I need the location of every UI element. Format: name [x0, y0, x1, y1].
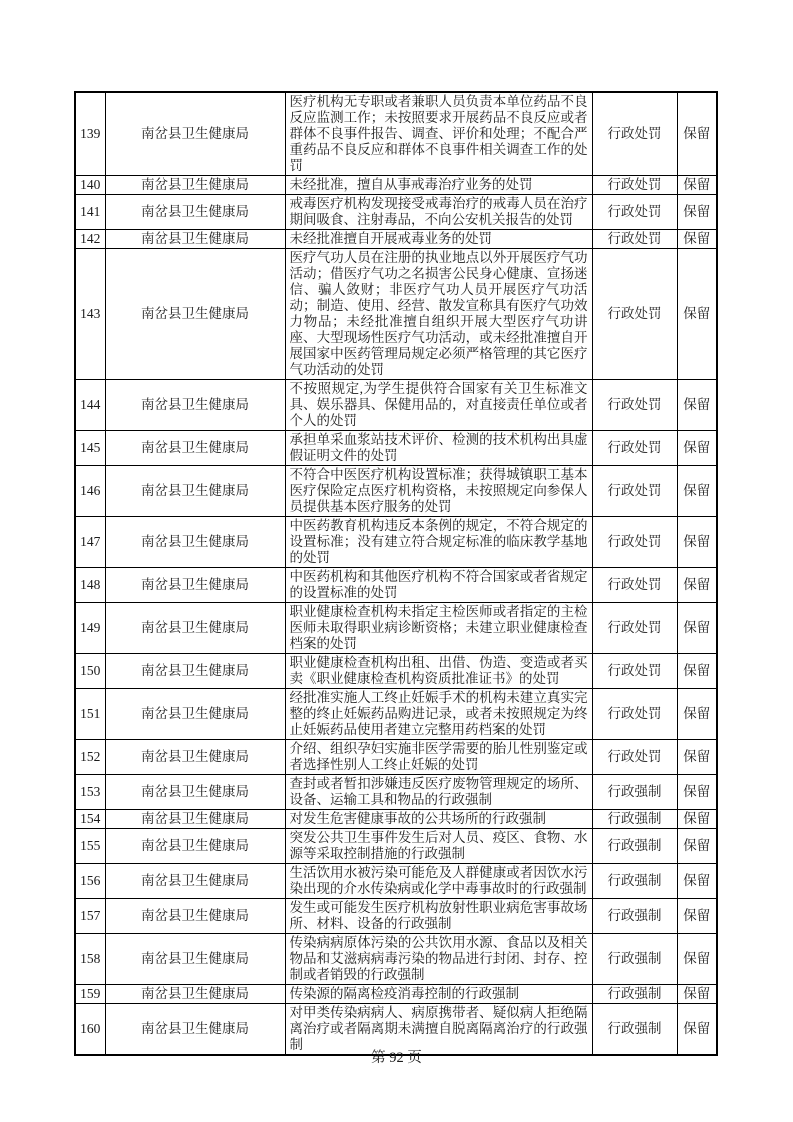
- table-row: [75, 517, 717, 568]
- page-number: 第 92 页: [371, 1050, 422, 1066]
- row-number: 155: [75, 829, 105, 864]
- department-name: 南岔县卫生健康局: [105, 603, 285, 654]
- table-row: [75, 829, 717, 864]
- status-label: 保留: [677, 92, 717, 176]
- table-row: [75, 689, 717, 740]
- table-row: [75, 899, 717, 934]
- row-number: 139: [75, 92, 105, 176]
- department-name: 南岔县卫生健康局: [105, 934, 285, 985]
- status-label: 保留: [677, 195, 717, 230]
- category-label: 行政处罚: [592, 249, 677, 380]
- status-label: 保留: [677, 431, 717, 466]
- status-label: 保留: [677, 568, 717, 603]
- table-row: [75, 380, 717, 431]
- category-label: 行政处罚: [592, 176, 677, 195]
- table-row: [75, 176, 717, 195]
- status-label: 保留: [677, 810, 717, 829]
- row-number: 157: [75, 899, 105, 934]
- department-name: 南岔县卫生健康局: [105, 431, 285, 466]
- row-number: 158: [75, 934, 105, 985]
- status-label: 保留: [677, 654, 717, 689]
- row-number: 153: [75, 775, 105, 810]
- item-description: 职业健康检查机构出租、出借、伪造、变造或者买卖《职业健康检查机构资质批准证书》的处罚: [285, 654, 592, 689]
- row-number: 151: [75, 689, 105, 740]
- department-name: 南岔县卫生健康局: [105, 195, 285, 230]
- item-description: 承担单采血浆站技术评价、检测的技术机构出具虚假证明文件的处罚: [285, 431, 592, 466]
- category-label: 行政处罚: [592, 431, 677, 466]
- item-description: 介绍、组织孕妇实施非医学需要的胎儿性别鉴定或者选择性别人工终止妊娠的处罚: [285, 740, 592, 775]
- table-row: [75, 985, 717, 1004]
- category-label: 行政强制: [592, 1004, 677, 1056]
- status-label: 保留: [677, 380, 717, 431]
- category-label: 行政强制: [592, 864, 677, 899]
- table-row: [75, 568, 717, 603]
- category-label: 行政处罚: [592, 517, 677, 568]
- department-name: 南岔县卫生健康局: [105, 654, 285, 689]
- table-row: [75, 230, 717, 249]
- row-number: 145: [75, 431, 105, 466]
- status-label: 保留: [677, 740, 717, 775]
- department-name: 南岔县卫生健康局: [105, 380, 285, 431]
- powers-list-table: [74, 91, 718, 1056]
- status-label: 保留: [677, 1004, 717, 1056]
- table-row: [75, 810, 717, 829]
- department-name: 南岔县卫生健康局: [105, 810, 285, 829]
- item-description: 不按照规定,为学生提供符合国家有关卫生标准文具、娱乐器具、保健用品的，对直接责任单位或者个人的处罚: [285, 380, 592, 431]
- row-number: 147: [75, 517, 105, 568]
- category-label: 行政处罚: [592, 603, 677, 654]
- category-label: 行政强制: [592, 899, 677, 934]
- item-description: 中医药机构和其他医疗机构不符合国家或者省规定的设置标准的处罚: [285, 568, 592, 603]
- department-name: 南岔县卫生健康局: [105, 985, 285, 1004]
- table-row: [75, 195, 717, 230]
- item-description: 生活饮用水被污染可能危及人群健康或者因饮水污染出现的介水传染病或化学中毒事故时的行政强制: [285, 864, 592, 899]
- status-label: 保留: [677, 899, 717, 934]
- row-number: 152: [75, 740, 105, 775]
- department-name: 南岔县卫生健康局: [105, 230, 285, 249]
- row-number: 142: [75, 230, 105, 249]
- row-number: 159: [75, 985, 105, 1004]
- table-row: [75, 654, 717, 689]
- category-label: 行政处罚: [592, 380, 677, 431]
- row-number: 156: [75, 864, 105, 899]
- table-row: [75, 92, 717, 176]
- row-number: 140: [75, 176, 105, 195]
- item-description: 医疗气功人员在注册的执业地点以外开展医疗气功活动；借医疗气功之名损害公民身心健康、宣扬迷信、骗人敛财；非医疗气功人员开展医疗气功活动；制造、使用、经营、散发宣称具有医疗气功效力物品；未经批准擅自组织开展大型医疗气功讲座、大型现场性医疗气功活动，或未经批准擅自开展国家中医药管理局规定必须严格管理的其它医疗气功活动的处罚: [285, 249, 592, 380]
- status-label: 保留: [677, 934, 717, 985]
- item-description: 不符合中医医疗机构设置标准；获得城镇职工基本医疗保险定点医疗机构资格，未按照规定向参保人员提供基本医疗服务的处罚: [285, 466, 592, 517]
- table-row: [75, 775, 717, 810]
- table-row: [75, 934, 717, 985]
- row-number: 144: [75, 380, 105, 431]
- category-label: 行政强制: [592, 985, 677, 1004]
- category-label: 行政强制: [592, 934, 677, 985]
- item-description: 职业健康检查机构未指定主检医师或者指定的主检医师未取得职业病诊断资格；未建立职业健康检查档案的处罚: [285, 603, 592, 654]
- department-name: 南岔县卫生健康局: [105, 775, 285, 810]
- table-row: [75, 740, 717, 775]
- row-number: 143: [75, 249, 105, 380]
- table-row: [75, 603, 717, 654]
- category-label: 行政处罚: [592, 195, 677, 230]
- department-name: 南岔县卫生健康局: [105, 864, 285, 899]
- category-label: 行政处罚: [592, 92, 677, 176]
- category-label: 行政强制: [592, 829, 677, 864]
- status-label: 保留: [677, 466, 717, 517]
- table-row: [75, 864, 717, 899]
- category-label: 行政处罚: [592, 740, 677, 775]
- department-name: 南岔县卫生健康局: [105, 176, 285, 195]
- department-name: 南岔县卫生健康局: [105, 92, 285, 176]
- department-name: 南岔县卫生健康局: [105, 829, 285, 864]
- row-number: 160: [75, 1004, 105, 1056]
- row-number: 150: [75, 654, 105, 689]
- table-body: [75, 92, 717, 1055]
- item-description: 未经批准擅自开展戒毒业务的处罚: [285, 230, 592, 249]
- table-row: [75, 249, 717, 380]
- status-label: 保留: [677, 517, 717, 568]
- department-name: 南岔县卫生健康局: [105, 517, 285, 568]
- table-row: [75, 431, 717, 466]
- item-description: 发生或可能发生医疗机构放射性职业病危害事故场所、材料、设备的行政强制: [285, 899, 592, 934]
- status-label: 保留: [677, 176, 717, 195]
- department-name: 南岔县卫生健康局: [105, 249, 285, 380]
- category-label: 行政强制: [592, 810, 677, 829]
- item-description: 传染源的隔离检疫消毒控制的行政强制: [285, 985, 592, 1004]
- item-description: 经批准实施人工终止妊娠手术的机构未建立真实完整的终止妊娠药品购进记录，或者未按照规定为终止妊娠药品使用者建立完整用药档案的处罚: [285, 689, 592, 740]
- department-name: 南岔县卫生健康局: [105, 1004, 285, 1056]
- department-name: 南岔县卫生健康局: [105, 568, 285, 603]
- item-description: 戒毒医疗机构发现接受戒毒治疗的戒毒人员在治疗期间吸食、注射毒品，不向公安机关报告的处罚: [285, 195, 592, 230]
- status-label: 保留: [677, 829, 717, 864]
- item-description: 突发公共卫生事件发生后对人员、疫区、食物、水源等采取控制措施的行政强制: [285, 829, 592, 864]
- table-row: [75, 466, 717, 517]
- item-description: 医疗机构无专职或者兼职人员负责本单位药品不良反应监测工作；未按照要求开展药品不良反应或者群体不良事件报告、调查、评价和处理；不配合严重药品不良反应和群体不良事件相关调查工作的处罚: [285, 92, 592, 176]
- status-label: 保留: [677, 603, 717, 654]
- status-label: 保留: [677, 249, 717, 380]
- item-description: 中医药教育机构违反本条例的规定，不符合规定的设置标准；没有建立符合规定标准的临床教学基地的处罚: [285, 517, 592, 568]
- category-label: 行政处罚: [592, 689, 677, 740]
- item-description: 传染病病原体污染的公共饮用水源、食品以及相关物品和艾滋病病毒污染的物品进行封闭、封存、控制或者销毁的行政强制: [285, 934, 592, 985]
- status-label: 保留: [677, 985, 717, 1004]
- department-name: 南岔县卫生健康局: [105, 899, 285, 934]
- category-label: 行政处罚: [592, 568, 677, 603]
- status-label: 保留: [677, 864, 717, 899]
- category-label: 行政处罚: [592, 654, 677, 689]
- row-number: 146: [75, 466, 105, 517]
- status-label: 保留: [677, 689, 717, 740]
- row-number: 141: [75, 195, 105, 230]
- category-label: 行政处罚: [592, 466, 677, 517]
- item-description: 对发生危害健康事故的公共场所的行政强制: [285, 810, 592, 829]
- status-label: 保留: [677, 775, 717, 810]
- row-number: 148: [75, 568, 105, 603]
- department-name: 南岔县卫生健康局: [105, 740, 285, 775]
- category-label: 行政处罚: [592, 230, 677, 249]
- row-number: 149: [75, 603, 105, 654]
- item-description: 对甲类传染病病人、病原携带者、疑似病人拒绝隔离治疗或者隔离期未满擅自脱离隔离治疗的行政强制: [285, 1004, 592, 1056]
- department-name: 南岔县卫生健康局: [105, 466, 285, 517]
- status-label: 保留: [677, 230, 717, 249]
- department-name: 南岔县卫生健康局: [105, 689, 285, 740]
- category-label: 行政强制: [592, 775, 677, 810]
- item-description: 未经批准，擅自从事戒毒治疗业务的处罚: [285, 176, 592, 195]
- row-number: 154: [75, 810, 105, 829]
- item-description: 查封或者暂扣涉嫌违反医疗废物管理规定的场所、设备、运输工具和物品的行政强制: [285, 775, 592, 810]
